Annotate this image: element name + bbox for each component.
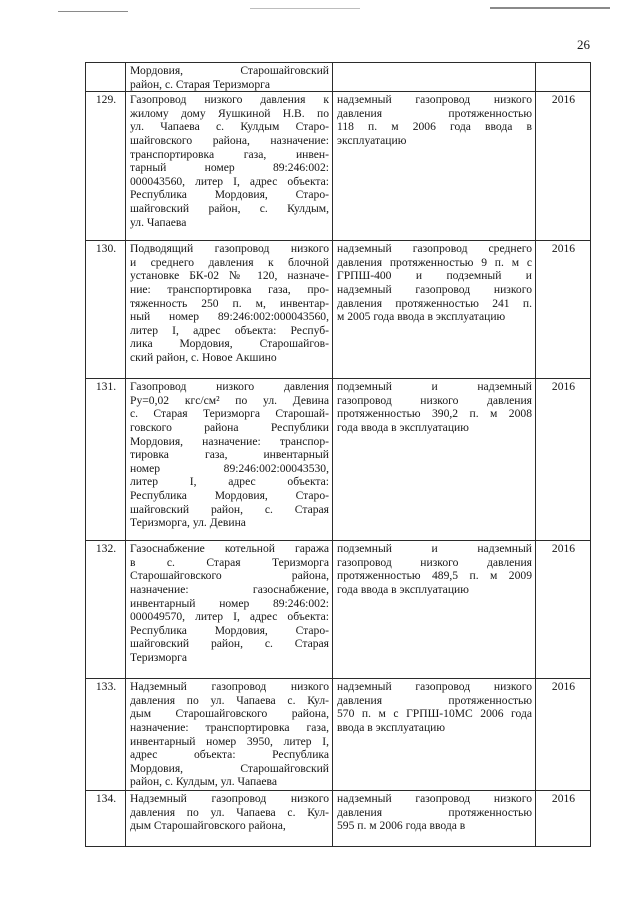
object-description-cell (333, 541, 536, 679)
row-number: 130. (86, 241, 126, 379)
object-description-cell (333, 379, 536, 541)
object-name-line: ул. Чапаева (130, 215, 187, 229)
object-description-cell (333, 791, 536, 847)
object-description-line: надземный газопровод низкого (337, 680, 532, 694)
object-name-line: Газопровод низкого давления (130, 380, 329, 394)
object-name-cell (126, 791, 333, 847)
object-name-line: в с. Старая Теризморга (130, 555, 329, 569)
table-row (86, 241, 591, 379)
row-number: 129. (86, 92, 126, 241)
object-name-line: Газопровод низкого давления к (130, 93, 329, 107)
object-name-line: литер I, адрес объекта: (130, 475, 329, 489)
object-description-line: 118 п. м 2006 года ввода в (337, 120, 532, 134)
object-name-line: давления по ул. Чапаева с. Кул- (130, 805, 329, 819)
object-description-line: давления протяженностью 9 п. м с (337, 255, 532, 269)
object-name-line: давления по ул. Чапаева с. Кул- (130, 693, 329, 707)
object-name-line: Мордовия, Старошайговский (130, 761, 329, 775)
year-cell: 2016 (536, 541, 591, 679)
registry-table-body (86, 63, 591, 847)
object-name-line: тяженность 250 п. м, инвентар- (130, 296, 329, 310)
object-name-line: лика Мордовия, Старошайгов- (130, 337, 329, 351)
object-name-line: Надземный газопровод низкого (130, 680, 329, 694)
object-description-line: 570 п. м с ГРПШ-10МС 2006 года (337, 707, 532, 721)
object-name-line: Республика Мордовия, Старо- (130, 488, 329, 502)
object-name-line: литер I, адрес объекта: Респуб- (130, 323, 329, 337)
object-name-line: 000049570, литер I, адрес объекта: (130, 610, 329, 624)
object-name-line: дым Старошайговского района, (130, 707, 329, 721)
object-name-line: Теризморга, ул. Девина (130, 516, 246, 530)
object-description-cell (333, 92, 536, 241)
object-description-line: эксплуатацию (337, 133, 407, 147)
object-description-line: надземный газопровод низкого (337, 93, 532, 107)
object-name-line: и среднего давления к блочной (130, 255, 329, 269)
object-description-line: давления протяженностью (337, 693, 532, 707)
object-description-cell (333, 63, 536, 92)
object-description-line: надземный газопровод низкого (337, 282, 532, 296)
object-name-cell (126, 241, 333, 379)
object-description-line: м 2005 года ввода в эксплуатацию (337, 310, 506, 324)
object-name-line: Газоснабжение котельной гаража (130, 542, 329, 556)
year-cell (536, 63, 591, 92)
object-name-line: номер 89:246:002:00043530, (130, 461, 329, 475)
object-name-line: шайговский район, с. Старая (130, 637, 329, 651)
object-description-line: подземный и надземный (337, 542, 532, 556)
object-description-line: надземный газопровод низкого (337, 792, 532, 806)
registry-table (85, 62, 591, 847)
object-name-cell (126, 63, 333, 92)
table-row (86, 379, 591, 541)
scan-mark-left (58, 11, 128, 12)
object-description-line: надземный газопровод среднего (337, 242, 532, 256)
row-number: 132. (86, 541, 126, 679)
object-description-line: давления протяженностью (337, 106, 532, 120)
object-name-line: район, с. Кулдым, ул. Чапаева (130, 775, 278, 789)
object-description-line: газопровод низкого давления (337, 555, 532, 569)
object-description-line: давления протяженностью 241 п. (337, 296, 532, 310)
object-name-line: адрес объекта: Республика (130, 748, 329, 762)
object-description-line: ГРПШ-400 и подземный и (337, 269, 532, 283)
table-row (86, 791, 591, 847)
object-name-line: Старошайговского района, (130, 569, 329, 583)
year-cell: 2016 (536, 92, 591, 241)
object-name-line: Теризморга (130, 650, 188, 664)
table-row (86, 92, 591, 241)
object-name-line: ул. Чапаева с. Кулдым Старо- (130, 120, 329, 134)
object-name-line: шайговского района, назначение: (130, 133, 329, 147)
object-name-line: с. Старая Теризморга Старошай- (130, 407, 329, 421)
row-number: 131. (86, 379, 126, 541)
object-name-line: инвентарный номер 3950, литер I, (130, 734, 329, 748)
year-cell: 2016 (536, 679, 591, 791)
row-number (86, 63, 126, 92)
object-name-line: назначение: газоснабжение, (130, 582, 329, 596)
object-description-line: 595 п. м 2006 года ввода в (337, 819, 466, 833)
year-cell: 2016 (536, 241, 591, 379)
object-name-cell (126, 92, 333, 241)
object-description-line: протяженностью 489,5 п. м 2009 (337, 569, 532, 583)
object-description-line: давления протяженностью (337, 805, 532, 819)
object-name-line: ный номер 89:246:002:000043560, (130, 310, 329, 324)
object-description-line: протяженностью 390,2 п. м 2008 (337, 407, 532, 421)
table-row (86, 679, 591, 791)
object-name-line: установке БК-02 № 120, назначе- (130, 269, 329, 283)
object-name-line: Республика Мордовия, Старо- (130, 623, 329, 637)
page-number: 26 (577, 37, 590, 52)
object-name-line: тарный номер 89:246:002: (130, 161, 329, 175)
object-name-line: район, с. Старая Теризморга (130, 77, 271, 91)
year-cell: 2016 (536, 791, 591, 847)
year-cell: 2016 (536, 379, 591, 541)
object-name-line: ский район, с. Новое Акшино (130, 350, 277, 364)
object-name-line: Надземный газопровод низкого (130, 792, 329, 806)
row-number: 134. (86, 791, 126, 847)
object-name-line: ние: транспортировка газа, про- (130, 282, 329, 296)
object-name-line: тировка газа, инвентарный (130, 448, 329, 462)
table-row (86, 63, 591, 92)
object-description-line: газопровод низкого давления (337, 393, 532, 407)
object-description-line: подземный и надземный (337, 380, 532, 394)
object-name-line: шайговский район, с. Кулдым, (130, 201, 329, 215)
object-description-cell (333, 679, 536, 791)
object-description-cell (333, 241, 536, 379)
object-name-line: говского района Республики (130, 420, 329, 434)
scan-mark-center (250, 8, 360, 9)
row-number: 133. (86, 679, 126, 791)
object-name-line: дым Старошайговского района, (130, 819, 286, 833)
object-name-line: Республика Мордовия, Старо- (130, 188, 329, 202)
object-description-line: ввода в эксплуатацию (337, 720, 446, 734)
object-name-cell (126, 379, 333, 541)
object-name-line: назначение: транспортировка газа, (130, 720, 329, 734)
object-name-cell (126, 541, 333, 679)
object-name-line: шайговский район, с. Старая (130, 502, 329, 516)
object-name-line: инвентарный номер 89:246:002: (130, 596, 329, 610)
object-name-line: жилому дому Яушкиной Н.В. по (130, 106, 329, 120)
table-row (86, 541, 591, 679)
object-name-line: Мордовия, назначение: транспор- (130, 434, 329, 448)
object-name-cell (126, 679, 333, 791)
object-name-line: Подводящий газопровод низкого (130, 242, 329, 256)
scan-mark-right (490, 7, 610, 9)
object-description-line: года ввода в эксплуатацию (337, 420, 469, 434)
object-name-line: 000043560, литер I, адрес объекта: (130, 174, 329, 188)
object-name-line: Мордовия, Старошайговский (130, 64, 329, 77)
object-description-line: года ввода в эксплуатацию (337, 582, 469, 596)
object-name-line: Ру=0,02 кгс/см² по ул. Девина (130, 393, 329, 407)
object-name-line: транспортировка газа, инвен- (130, 147, 329, 161)
